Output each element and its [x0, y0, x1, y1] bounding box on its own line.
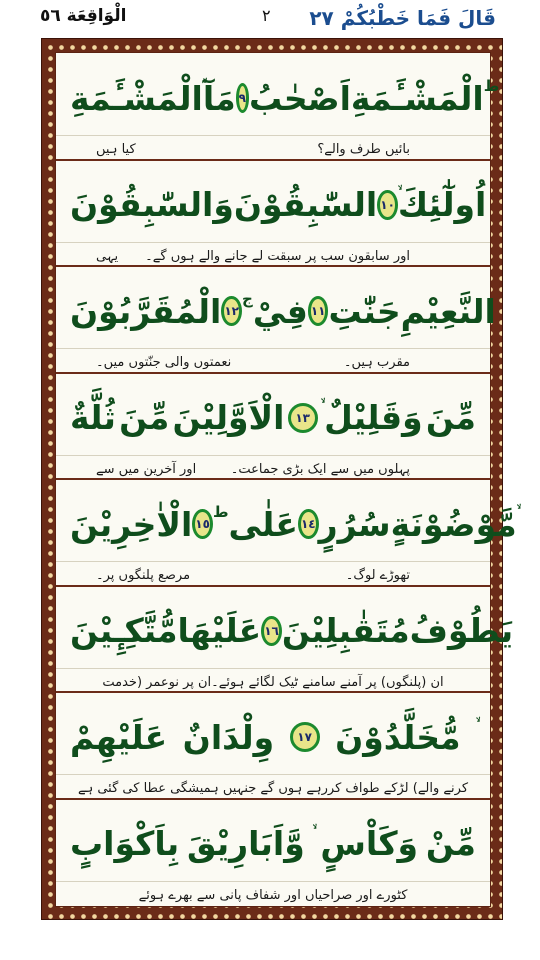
ayah-number-marker: ١٠	[377, 190, 398, 220]
block-separator	[56, 159, 490, 161]
arabic-word: الْمَشْـَٔمَةِ	[70, 78, 203, 118]
arabic-word: اَصْحٰبُ	[248, 78, 351, 118]
ayah-number-marker: ١٤	[298, 509, 319, 539]
page-header	[0, 0, 540, 40]
block-separator	[56, 478, 490, 480]
arabic-word: الْاَوَّلِيْنَ	[172, 398, 285, 437]
surah-name: الْوَاقِعَة ٥٦	[40, 6, 127, 26]
arabic-word: مَآ	[202, 78, 236, 118]
translation-text: تھوڑے لوگ۔	[345, 568, 410, 583]
arabic-word: السّٰبِقُوْنَ	[233, 185, 378, 224]
waqf-mark: ج	[242, 290, 253, 308]
arabic-verse-line	[56, 487, 517, 561]
arabic-word: وِلْدَانٌ	[182, 717, 275, 757]
arabic-verse-line	[56, 807, 490, 881]
block-separator	[56, 585, 490, 587]
arabic-word: جَنّٰتِ	[328, 291, 401, 331]
quran-page	[55, 52, 517, 907]
translation-text: اور آخرین میں سے	[96, 461, 197, 477]
arabic-verse-line	[56, 168, 490, 242]
arabic-word: ثُلَّةٌ	[70, 398, 116, 437]
urdu-translation-line	[56, 348, 490, 379]
arabic-word: النَّعِيْمِ	[400, 291, 496, 331]
urdu-translation-line	[56, 455, 490, 486]
arabic-verse-line	[56, 61, 500, 135]
arabic-word: عَلٰى	[228, 504, 298, 544]
ayah-number-marker: ٩	[236, 83, 249, 113]
arabic-verse-line	[56, 274, 496, 348]
arabic-word: فِيْ	[252, 291, 308, 331]
ayah-number-marker: ١٦	[261, 616, 282, 646]
translation-text: بائیں طرف والے؟	[317, 142, 410, 157]
juz-name: قَالَ فَمَا خَطْبُكُمْ ٢٧	[309, 6, 496, 30]
translation-text: مرصع پلنگوں پر۔	[96, 568, 191, 583]
ayah-number-marker: ١٥	[192, 509, 213, 539]
arabic-verse-line	[56, 381, 490, 455]
ayah-number-marker: ١١	[308, 296, 329, 326]
block-separator	[56, 265, 490, 267]
urdu-translation-line	[56, 881, 490, 912]
translation-text: ان (پلنگوں) پر آمنے سامنے ٹیک لگائے ہوئے۔ان پر نوعمر (خدمت	[102, 674, 444, 690]
arabic-word: وَقَلِيْلٌ	[324, 398, 423, 437]
arabic-word: وَكَاْسٍ	[320, 824, 419, 863]
arabic-verse-line	[56, 594, 514, 668]
waqf-mark: ط	[212, 503, 229, 521]
arabic-word: الْمُقَرَّبُوْنَ	[70, 291, 222, 331]
translation-text: کرنے والے) لڑکے طواف کررہے ہوں گے جنہیں ہمیشگی عطا کی گئی ہے	[77, 781, 469, 796]
urdu-translation-line	[56, 135, 490, 166]
translation-text: نعمتوں والی جنّتوں میں۔	[96, 355, 232, 370]
translation-text: یہی	[96, 248, 119, 264]
arabic-word: مُّتَّكِـِٕيْنَ	[70, 611, 178, 650]
arabic-word: مَّوْضُوْنَةٍ	[390, 504, 517, 544]
page-number: ٢	[262, 6, 271, 25]
translation-text: اور سابقون سب پر سبقت لے جانے والے ہوں گے۔	[145, 248, 410, 264]
arabic-word: يَطُوْفُ	[409, 611, 514, 650]
arabic-word: الْمَشْـَٔمَةِ	[350, 78, 484, 118]
urdu-translation-line	[56, 774, 490, 805]
urdu-translation-line	[56, 561, 490, 592]
ayah-number-marker: ١٢	[221, 296, 242, 326]
block-separator	[56, 798, 490, 800]
arabic-word: مِّنَ	[119, 398, 170, 437]
arabic-word: الْاٰخِرِيْنَ	[70, 504, 193, 544]
arabic-verse-line	[56, 700, 490, 774]
arabic-word: وَّاَبَارِيْقَ	[186, 824, 305, 863]
arabic-word: عَلَيْهَا	[177, 611, 262, 650]
translation-text: پہلوں میں سے ایک بڑی جماعت۔	[230, 461, 410, 477]
block-separator	[56, 372, 490, 374]
ayah-number-marker: ١٧	[290, 722, 320, 752]
arabic-word: مِّنَ	[425, 398, 476, 437]
ayah-number-marker: ١٣	[288, 403, 318, 433]
arabic-word: بِاَكْوَابٍ	[70, 824, 180, 863]
arabic-word: عَلَيْهِمْ	[70, 717, 168, 757]
urdu-translation-line	[56, 242, 490, 273]
block-separator	[56, 691, 490, 693]
arabic-word: اُولٰٓئِكَ	[397, 185, 487, 224]
urdu-translation-line	[56, 668, 490, 699]
arabic-word: مِّنْ	[425, 824, 476, 863]
translation-text: کٹورے اور صراحیاں اور شفاف پانی سے بھرے ہوئے	[138, 887, 408, 903]
arabic-word: مُتَقٰبِلِيْنَ	[281, 611, 410, 650]
translation-text: کیا ہیں	[96, 142, 136, 157]
waqf-mark: ط	[483, 77, 500, 95]
arabic-word: سُرُرٍ	[318, 504, 391, 544]
arabic-word: وَالسّٰبِقُوْنَ	[70, 185, 234, 224]
translation-text: مقرب ہیں۔	[343, 355, 410, 370]
arabic-word: مُّخَلَّدُوْنَ	[335, 717, 461, 757]
